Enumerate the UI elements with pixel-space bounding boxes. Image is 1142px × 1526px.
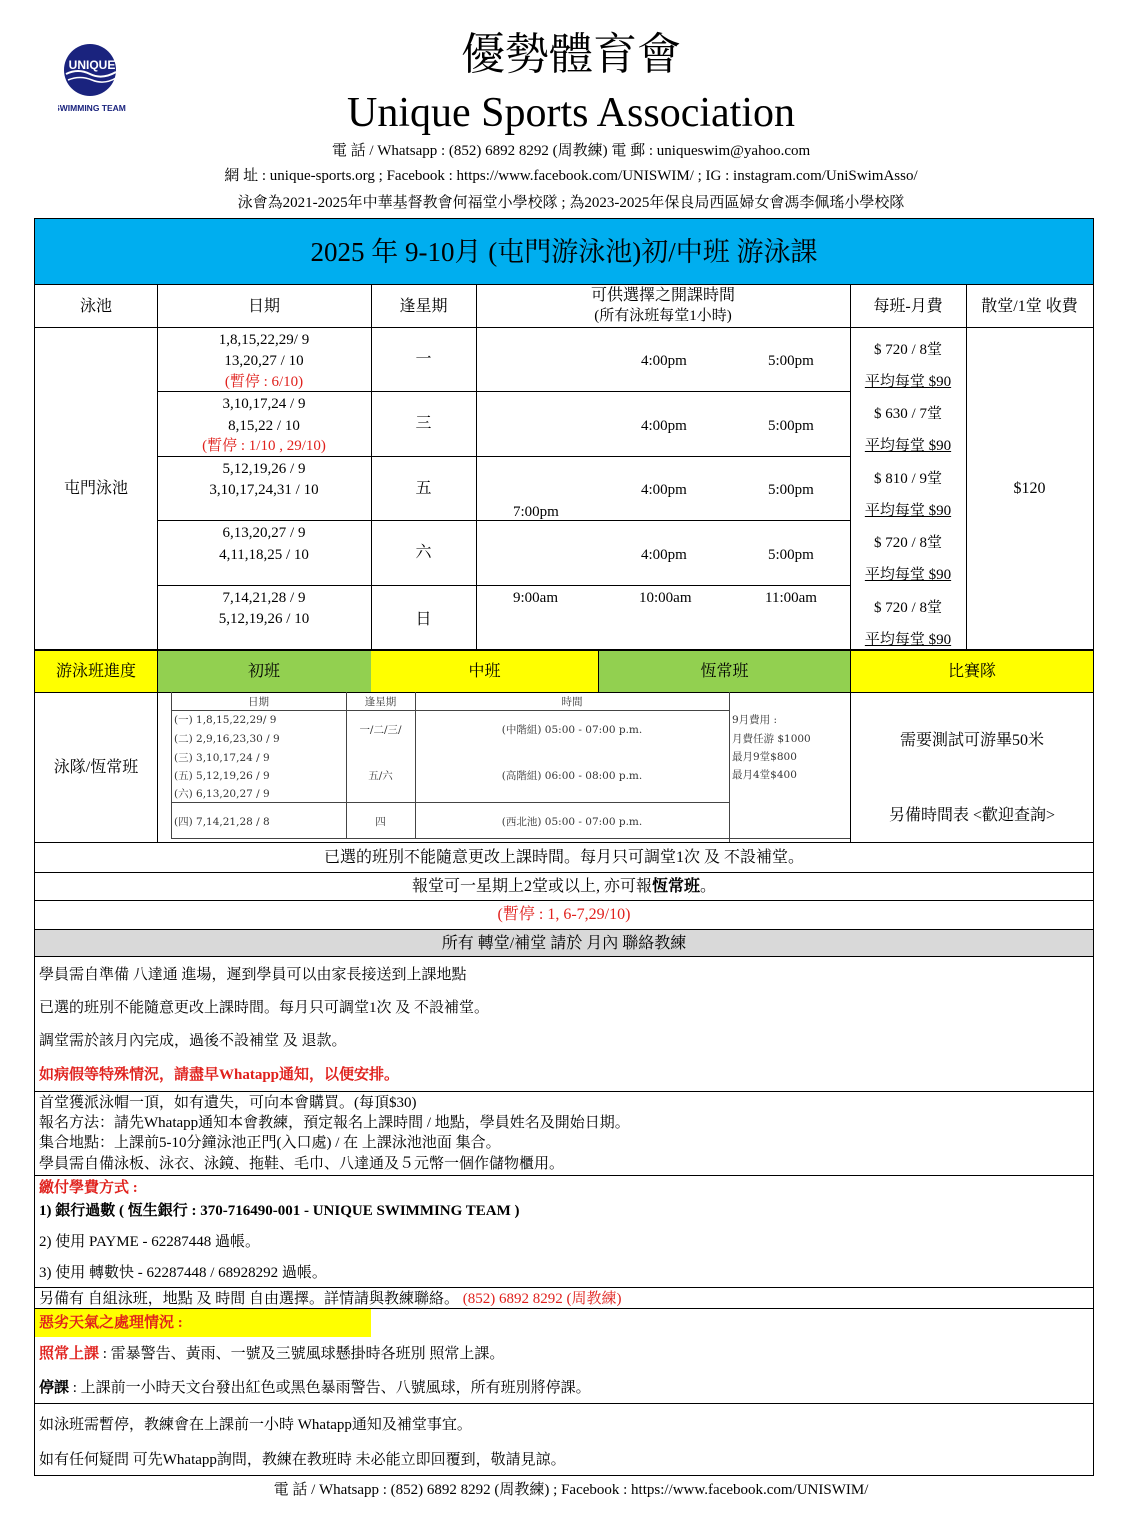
team-weekday-1: 一/二/三/ (359, 724, 402, 736)
rule-multiple-classes-end: 。 (700, 877, 717, 895)
weather-title: 惡劣天氣之處理情況 : (39, 1315, 183, 1331)
team-label: 泳隊/恆常班 (53, 758, 139, 776)
row4-weekday: 六 (415, 544, 432, 561)
row1-date1: 1,8,15,22,29/ 9 (218, 332, 310, 348)
team-header-time: 時間 (561, 696, 583, 708)
header-weekday: 逢星期 (399, 297, 448, 315)
row5-time1: 9:00am (513, 590, 558, 606)
private-class-note (39, 1289, 622, 1309)
note-octopus: 學員需自準備 八達通 進場，遲到學員可以由家長接送到上課地點 (39, 967, 467, 983)
row4-time2: 4:00pm (641, 547, 687, 563)
competition-timetable-note: 另備時間表 <歡迎查詢> (888, 807, 1056, 824)
level-regular: 恆常班 (700, 662, 749, 680)
row3-fee: $ 810 / 9堂 (874, 471, 942, 487)
note-equipment: 學員需自備泳板、泳衣、泳鏡、拖鞋、毛巾、八達通及５元幣一個作儲物櫃用。 (39, 1156, 565, 1172)
contact-line-1: 電 話 / Whatsapp : (852) 6892 8292 (周教練) 電 郵 : uniqueswim@yahoo.com (331, 143, 811, 159)
weather-normal-text: : 雷暴警告、黃雨、一號及三號風球懸掛時各班別 照常上課。 (99, 1346, 505, 1362)
single-fee: $120 (1013, 479, 1046, 497)
logo-text-top: UNIQUE (68, 58, 116, 72)
row2-weekday: 三 (415, 415, 432, 432)
row3-date1: 5,12,19,26 / 9 (222, 461, 306, 477)
row4-date1: 6,13,20,27 / 9 (222, 525, 306, 541)
note-meeting-point: 集合地點：上課前5-10分鐘泳池正門(入口處) / 在 上課泳池池面 集合。 (39, 1135, 501, 1151)
row1-pause: (暫停 : 6/10) (224, 374, 304, 390)
row2-date2: 8,15,22 / 10 (228, 418, 300, 434)
payment-bank: 1) 銀行過數 ( 恆生銀行 : 370-716490-001 - UNIQUE SWIMMING TEAM ) (39, 1203, 520, 1219)
note-swim-cap: 首堂獲派泳帽一頂，如有遺失，可向本會購買。(每頂$30) (39, 1095, 417, 1111)
weather-suspend-text: : 上課前一小時天文台發出紅色或黑色暴雨警告、八號風球，所有班別將停課。 (69, 1380, 591, 1396)
row2-fee: $ 630 / 7堂 (874, 406, 942, 422)
level-label: 游泳班進度 (55, 662, 136, 680)
final-note-questions: 如有任何疑問 可先Whatapp詢問，教練在教班時 未必能立即回覆到，敬請見諒。 (39, 1452, 566, 1468)
header-monthly-fee: 每班-月費 (873, 297, 943, 315)
header-time-sub: (所有泳班每堂1小時) (594, 308, 732, 324)
row1-avg: 平均每堂 $90 (864, 374, 952, 390)
team-fee-2: 月費任游 $1000 (732, 733, 811, 745)
note-transfer-month: 調堂需於該月內完成，過後不設補堂 及 退款。 (39, 1033, 347, 1049)
payment-payme: 2) 使用 PAYME - 62287448 過帳。 (39, 1234, 260, 1250)
team-date-4: (五) 5,12,19,26 / 9 (174, 770, 270, 782)
team-time-1: (中階組) 05:00 - 07:00 p.m. (501, 724, 643, 736)
row5-date1: 7,14,21,28 / 9 (222, 590, 306, 606)
row4-fee: $ 720 / 8堂 (874, 535, 942, 551)
class-schedule-sheet (34, 218, 1094, 1476)
contact-line-2: 網 址 : unique-sports.org ; Facebook : https://www.facebook.com/UNISWIM/ ; IG : instagram.com/UniSwimAsso/ (224, 168, 918, 184)
row4-date2: 4,11,18,25 / 10 (219, 547, 309, 563)
row2-time2: 4:00pm (641, 418, 687, 434)
team-header-weekday: 逢星期 (364, 696, 397, 708)
row5-date2: 5,12,19,26 / 10 (218, 611, 310, 627)
title-chinese: 優勢體育會 (461, 30, 681, 79)
weather-suspend (39, 1378, 591, 1398)
private-class-phone: (852) 6892 8292 (周教練) (459, 1291, 622, 1307)
row1-fee: $ 720 / 8堂 (874, 342, 942, 358)
header-date: 日期 (247, 297, 280, 315)
team-weekday-2: 五/六 (368, 770, 393, 782)
rule-no-change: 已選的班別不能隨意更改上課時間。每月只可調堂1次 及 不設補堂。 (323, 848, 804, 866)
team-header-date: 日期 (248, 696, 269, 708)
level-competition: 比賽隊 (947, 662, 996, 680)
rule-multiple-classes (35, 872, 1093, 900)
final-note-suspend: 如泳班需暫停，教練會在上課前一小時 Whatapp通知及補堂事宜。 (39, 1417, 472, 1433)
row3-date2: 3,10,17,24,31 / 10 (209, 482, 319, 498)
school-team-line: 泳會為2021-2025年中華基督教會何福堂小學校隊 ; 為2023-2025年保良局西區婦女會馮李佩瑤小學校隊 (237, 195, 905, 211)
team-weekday-3: 四 (375, 816, 386, 828)
row2-date1: 3,10,17,24 / 9 (222, 396, 306, 412)
row5-time3: 11:00am (765, 590, 817, 606)
rule-pause: (暫停 : 1, 6-7,29/10) (497, 906, 631, 923)
payment-fps: 3) 使用 轉數快 - 62287448 / 68928292 過帳。 (39, 1265, 327, 1281)
row3-weekday: 五 (415, 479, 432, 497)
team-date-6: (四) 7,14,21,28 / 8 (174, 816, 270, 828)
row1-time3: 5:00pm (768, 353, 814, 369)
pool-name: 屯門泳池 (63, 479, 128, 497)
team-date-3: (三) 3,10,17,24 / 9 (174, 752, 270, 764)
row5-fee: $ 720 / 8堂 (874, 600, 942, 616)
level-beginner: 初班 (247, 662, 280, 680)
row3-avg: 平均每堂 $90 (864, 503, 952, 519)
row2-time3: 5:00pm (768, 418, 814, 434)
row1-date2: 13,20,27 / 10 (224, 353, 304, 369)
row1-time2: 4:00pm (641, 353, 687, 369)
team-date-2: (二) 2,9,16,23,30 / 9 (174, 733, 280, 745)
note-enrollment: 報名方法：請先Whatapp通知本會教練，預定報名上課時間 / 地點，學員姓名及開始日期。 (39, 1115, 630, 1131)
footer-contact: 電 話 / Whatsapp : (852) 6892 8292 (周教練) ; Facebook : https://www.facebook.com/UNISWIM/ (273, 1482, 869, 1498)
team-fee-3: 最月9堂$800 (732, 751, 797, 763)
row5-weekday: 日 (415, 610, 432, 628)
team-fee-1: 9月費用 : (732, 714, 778, 726)
header-time-title: 可供選擇之開課時間 (590, 287, 735, 304)
note-no-change: 已選的班別不能隨意更改上課時間。每月只可調堂1次 及 不設補堂。 (39, 1000, 490, 1016)
private-class-text: 另備有 自組泳班，地點 及 時間 自由選擇。詳情請與教練聯絡。 (39, 1291, 460, 1307)
rule-transfer: 所有 轉堂/補堂 請於 月內 聯絡教練 (441, 934, 687, 952)
row2-avg: 平均每堂 $90 (864, 438, 952, 454)
title-english: Unique Sports Association (347, 90, 795, 136)
team-time-2: (高階組) 06:00 - 08:00 p.m. (501, 770, 643, 782)
payment-title: 繳付學費方式 : (39, 1180, 138, 1196)
row5-time2: 10:00am (639, 590, 692, 606)
weather-suspend-label: 停課 (39, 1380, 70, 1396)
note-sick-leave: 如病假等特殊情況，請盡早Whatapp通知，以便安排。 (39, 1067, 400, 1083)
team-date-1: (一) 1,8,15,22,29/ 9 (174, 714, 277, 726)
level-intermediate: 中班 (468, 662, 501, 680)
row2-pause: (暫停 : 1/10 , 29/10) (202, 438, 326, 454)
competition-requirement: 需要測試可游畢50米 (899, 732, 1044, 749)
header-single-fee: 散堂/1堂 收費 (981, 297, 1078, 315)
weather-normal-label: 照常上課 (39, 1346, 100, 1362)
row4-avg: 平均每堂 $90 (864, 567, 952, 583)
team-fee-4: 最月4堂$400 (732, 769, 797, 781)
weather-normal (39, 1344, 504, 1364)
row3-time1: 7:00pm (513, 504, 559, 520)
row3-time2: 4:00pm (641, 482, 687, 498)
rule-regular-class: 恆常班 (651, 877, 700, 895)
logo-text-bottom: SWIMMING TEAM (58, 103, 126, 113)
row4-time3: 5:00pm (768, 547, 814, 563)
header-pool: 泳池 (79, 297, 112, 315)
course-banner-title: 2025 年 9-10月 (屯門游泳池)初/中班 游泳課 (310, 236, 818, 267)
team-date-5: (六) 6,13,20,27 / 9 (174, 788, 270, 800)
rule-multiple-classes-text: 報堂可一星期上2堂或以上, 亦可報 (411, 877, 652, 895)
row5-avg: 平均每堂 $90 (864, 632, 952, 648)
team-time-3: (西北池) 05:00 - 07:00 p.m. (501, 816, 643, 828)
row3-time3: 5:00pm (768, 482, 814, 498)
row1-weekday: 一 (415, 350, 432, 368)
